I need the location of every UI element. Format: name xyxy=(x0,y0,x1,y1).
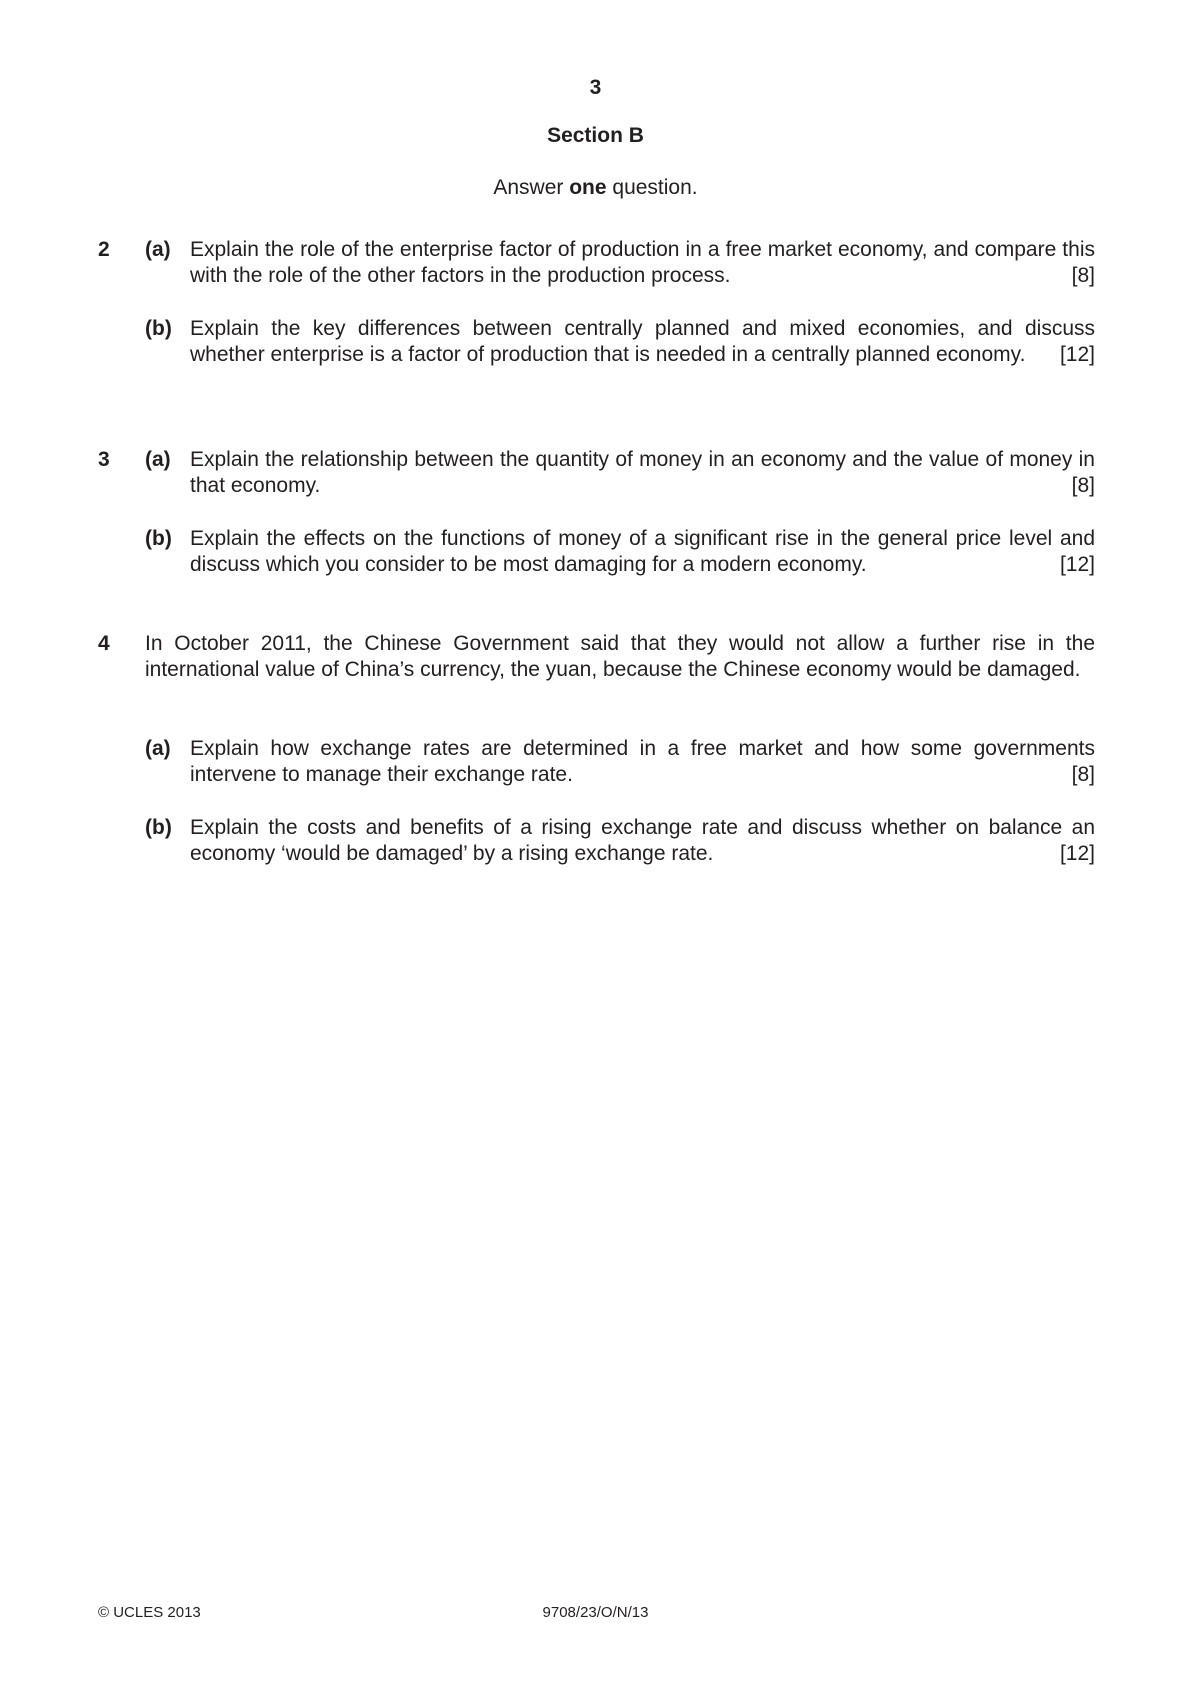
paper-code: 9708/23/O/N/13 xyxy=(542,1604,649,1621)
part-label: (a) xyxy=(145,448,171,471)
section-title: Section B xyxy=(547,124,644,147)
marks: [8] xyxy=(1071,264,1095,287)
marks: [8] xyxy=(1071,763,1095,786)
part-text xyxy=(190,736,1095,788)
part-text xyxy=(190,447,1095,499)
page-number: 3 xyxy=(589,76,602,99)
copyright: © UCLES 2013 xyxy=(98,1604,201,1621)
instruction xyxy=(0,176,1191,200)
part-label: (a) xyxy=(145,737,171,760)
question-number: 2 xyxy=(98,238,110,261)
part-question-text: Explain the costs and benefits of a rising exchange rate and discuss whether on balance an economy ‘would be damaged’ by a rising exchange rate. xyxy=(190,816,1095,865)
instruction-post: question. xyxy=(606,176,698,199)
part-text xyxy=(190,815,1095,867)
part-question-text: Explain the key differences between centrally planned and mixed economies, and discuss whether enterprise is a factor of production that is needed in a centrally planned economy. xyxy=(190,317,1095,366)
instruction-emphasis: one xyxy=(569,176,607,199)
question-number: 4 xyxy=(98,632,110,655)
marks: [12] xyxy=(1059,343,1095,366)
part-question-text: Explain the effects on the functions of money of a significant rise in the general price level and discuss which you consider to be most damaging for a modern economy. xyxy=(190,527,1095,576)
marks: [12] xyxy=(1059,553,1095,576)
part-label: (b) xyxy=(145,317,172,340)
instruction-pre: Answer xyxy=(493,176,570,199)
part-question-text: Explain the role of the enterprise factor of production in a free market economy, and compare this with the role of the other factors in the production process. xyxy=(190,238,1095,287)
part-text xyxy=(190,316,1095,368)
part-question-text: Explain how exchange rates are determined in a free market and how some governments intervene to manage their exchange rate. xyxy=(190,737,1095,786)
part-label: (b) xyxy=(145,816,172,839)
part-label: (a) xyxy=(145,238,171,261)
question-stem: In October 2011, the Chinese Government said that they would not allow a further rise in the international value of China’s currency, the yuan, because the Chinese economy would be damaged. xyxy=(145,632,1095,681)
part-question-text: Explain the relationship between the quantity of money in an economy and the value of money in that economy. xyxy=(190,448,1095,497)
question-number: 3 xyxy=(98,448,110,471)
part-text xyxy=(190,526,1095,578)
part-label: (b) xyxy=(145,527,172,550)
marks: [12] xyxy=(1059,842,1095,865)
marks: [8] xyxy=(1071,474,1095,497)
part-text xyxy=(190,237,1095,289)
